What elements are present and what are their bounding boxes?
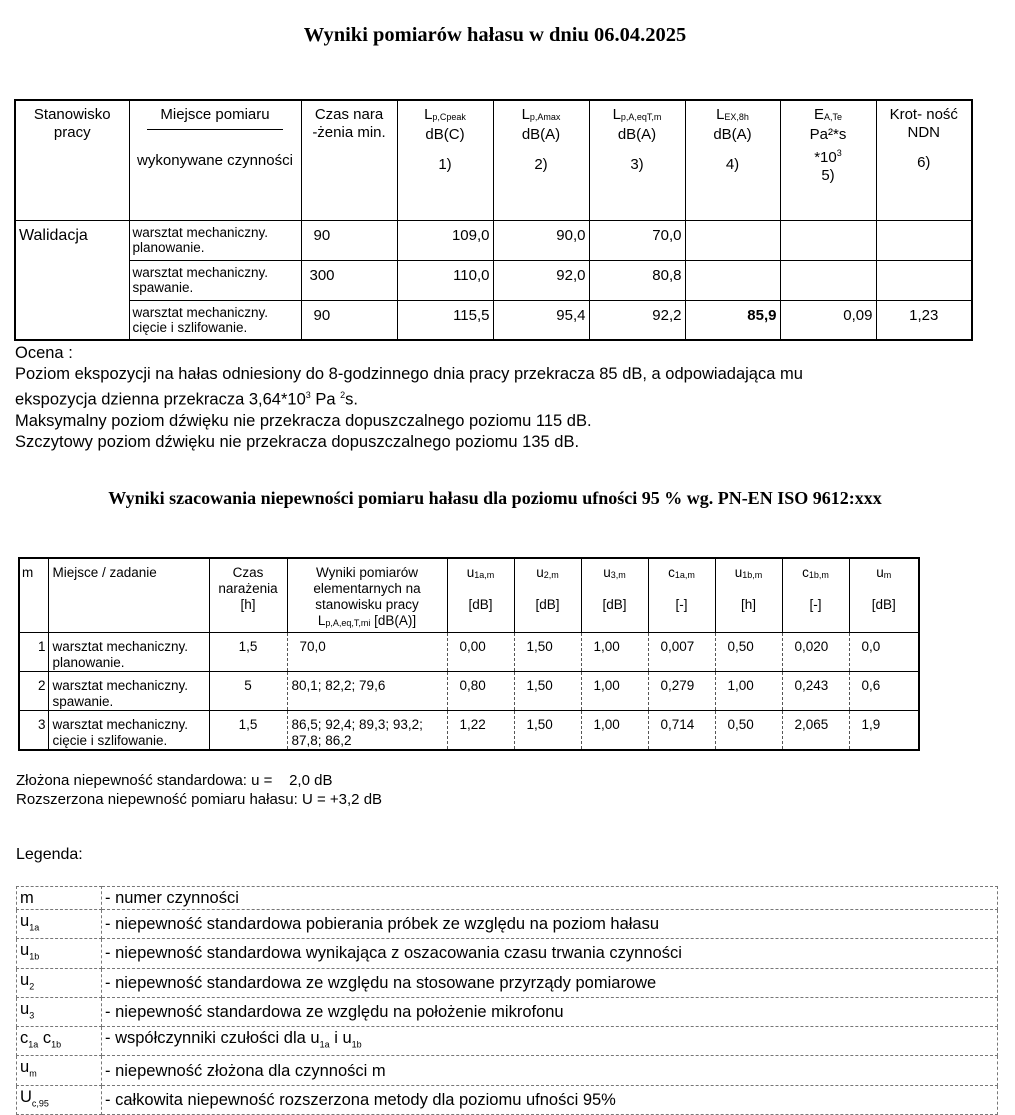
c1a-cell: 0,007 (648, 632, 715, 671)
m-cell: 2 (19, 671, 48, 710)
header-c1a (648, 558, 715, 632)
place-cell: warsztat mechaniczny. cięcie i szlifowanie. (129, 300, 301, 340)
czas-cell: 1,5 (209, 710, 287, 750)
header-u1a (447, 558, 514, 632)
header-um (849, 558, 919, 632)
um-cell: 1,9 (849, 710, 919, 750)
c1a-cell: 0,714 (648, 710, 715, 750)
header-divider (147, 129, 283, 130)
legend-description-sub: 1a (319, 1039, 330, 1050)
header-lex (685, 100, 780, 220)
header-lcpeak-sub: p,Cpeak (432, 112, 466, 122)
legend-symbol (17, 968, 102, 997)
u3-cell: 1,00 (581, 710, 648, 750)
legend-description-text-2: i u (329, 1029, 352, 1048)
header-miejsce-zadanie: Miejsce / zadanie (48, 558, 209, 632)
legend-description: - niepewność standardowa ze względu na położenie mikrofonu (102, 997, 998, 1026)
header-ea (780, 100, 876, 220)
ea-cell (780, 260, 876, 300)
legend-row (17, 997, 998, 1026)
u1a-cell: 0,00 (447, 632, 514, 671)
header-ea-sub: A,Te (824, 112, 843, 122)
legend-row (17, 968, 998, 997)
header-c1a-symbol: c (668, 565, 675, 580)
header-wyniki (287, 558, 447, 632)
legend-symbol-main: U (20, 1087, 32, 1106)
place-cell: warsztat mechaniczny. planowanie. (129, 220, 301, 260)
uncertainty-table (18, 557, 920, 751)
uncertainty-summary (16, 771, 382, 809)
header-wyniki-sub: p,A,eq,T,mi (325, 618, 371, 628)
legend-symbol (17, 910, 102, 939)
header-um-sub: m (883, 570, 892, 580)
u2-cell: 1,50 (514, 632, 581, 671)
u1a-cell: 1,22 (447, 710, 514, 750)
header-laeq-sub: p,A,eqT,m (620, 112, 662, 122)
header-c1a-sub: 1a,m (674, 570, 695, 580)
header-lex-unit: dB(A) (713, 126, 752, 143)
u1b-cell: 0,50 (715, 710, 782, 750)
header-lcpeak-symbol: L (424, 106, 433, 123)
header-c1b-sub: 1b,m (808, 570, 829, 580)
laeq-cell: 80,8 (589, 260, 685, 300)
header-czynnosci-label: wykonywane czynności (137, 152, 293, 169)
header-u1a-symbol: u (466, 565, 475, 580)
lex-value: 85,9 (685, 300, 780, 340)
legend-symbol-sub: 1a (28, 1039, 39, 1050)
header-c1b-symbol: c (802, 565, 809, 580)
legend-table (16, 886, 998, 1115)
header-lamax-number: 2) (534, 156, 548, 173)
header-u1b-sub: 1b,m (742, 570, 763, 580)
header-u1a-sub: 1a,m (474, 570, 495, 580)
assessment-exponent: 3 (305, 390, 311, 400)
page-title: Wyniki pomiarów hałasu w dniu 06.04.2025 (303, 24, 687, 46)
header-ea-unit: Pa²*s (809, 126, 847, 143)
table-header-row (15, 100, 972, 220)
u2-cell: 1,50 (514, 710, 581, 750)
c1b-cell: 0,243 (782, 671, 849, 710)
legend-symbol (17, 1027, 102, 1056)
legend-symbol-sub: c,95 (31, 1098, 49, 1109)
c1b-cell: 2,065 (782, 710, 849, 750)
legend-description: - numer czynności (102, 887, 998, 910)
header-u1b-symbol: u (734, 565, 743, 580)
m-cell: 3 (19, 710, 48, 750)
legend-symbol-second: c (38, 1029, 52, 1048)
u2-cell: 1,50 (514, 671, 581, 710)
table-row (19, 710, 919, 750)
legend-row (17, 910, 998, 939)
place-cell: warsztat mechaniczny. cięcie i szlifowanie. (48, 710, 209, 750)
czas-cell: 90 (301, 220, 397, 260)
header-m: m (19, 558, 48, 632)
header-czas-unit: [h] (240, 597, 256, 612)
u3-cell: 1,00 (581, 671, 648, 710)
uncertainty-table-body (19, 632, 919, 750)
ea-cell (780, 220, 876, 260)
header-miejsce-label: Miejsce pomiaru (160, 106, 270, 123)
header-lamax (493, 100, 589, 220)
legend-title: Legenda: (16, 846, 83, 863)
laeq-cell: 70,0 (589, 220, 685, 260)
header-lcpeak-number: 1) (438, 156, 452, 173)
combined-uncertainty: Złożona niepewność standardowa: u = 2,0 dB (16, 772, 333, 789)
header-laeq (589, 100, 685, 220)
legend-symbol (17, 939, 102, 968)
u3-cell: 1,00 (581, 632, 648, 671)
legend-symbol-main: u (20, 999, 30, 1018)
czas-cell: 5 (209, 671, 287, 710)
legend-description-sub-2: 1b (351, 1039, 362, 1050)
uncertainty-title: Wyniki szacowania niepewności pomiaru hałasu dla poziomu ufności 95 % wg. PN-EN ISO 9612:xxx (108, 488, 882, 508)
header-lamax-symbol: L (521, 106, 530, 123)
u1a-cell: 0,80 (447, 671, 514, 710)
legend-description (102, 1027, 998, 1056)
stanowisko-cell: Walidacja (15, 220, 129, 340)
um-cell: 0,6 (849, 671, 919, 710)
place-cell: warsztat mechaniczny. spawanie. (129, 260, 301, 300)
ea-value: 0,09 (780, 300, 876, 340)
header-c1a-unit: [-] (675, 597, 688, 612)
table-row (19, 632, 919, 671)
c1b-cell: 0,020 (782, 632, 849, 671)
u1b-cell: 1,00 (715, 671, 782, 710)
header-u3-sub: 3,m (610, 570, 626, 580)
header-czas-label: Czas narażenia (218, 565, 278, 596)
header-um-unit: [dB] (871, 597, 896, 612)
legend-symbol-sub: 1b (29, 951, 40, 962)
legend-row (17, 887, 998, 910)
m-cell: 1 (19, 632, 48, 671)
legend-row (17, 939, 998, 968)
header-ea-number: 5) (821, 167, 835, 184)
c1a-cell: 0,279 (648, 671, 715, 710)
header-wyniki-label: Wyniki pomiarów elementarnych na stanowisku pracy (313, 565, 421, 612)
wyniki-cell: 86,5; 92,4; 89,3; 93,2; 87,8; 86,2 (287, 710, 447, 750)
cpeak-cell: 115,5 (397, 300, 493, 340)
laeq-cell: 92,2 (589, 300, 685, 340)
header-lcpeak (397, 100, 493, 220)
header-c1b (782, 558, 849, 632)
header-laeq-number: 3) (630, 156, 644, 173)
header-laeq-unit: dB(A) (617, 126, 657, 143)
header-krotnosc (876, 100, 972, 220)
assessment-line-2-text: ekspozycja dzienna przekracza 3,64*10 (15, 390, 306, 409)
assessment-unit: Pa (310, 390, 341, 409)
czas-cell: 300 (301, 260, 397, 300)
legend-symbol-sub: 1a (29, 922, 40, 933)
header-lamax-sub: p,Amax (529, 112, 561, 122)
amax-cell: 90,0 (493, 220, 589, 260)
legend-symbol-main: u (20, 912, 30, 930)
assessment-line-3: Maksymalny poziom dźwięku nie przekracza dopuszczalnego poziomu 115 dB. (15, 411, 592, 430)
legend-symbol (17, 887, 102, 910)
legend-description-text: - współczynniki czułości dla u (105, 1029, 320, 1048)
table-row (19, 671, 919, 710)
expanded-uncertainty: Rozszerzona niepewność pomiaru hałasu: U = +3,2 dB (16, 791, 383, 808)
legend-symbol (17, 1056, 102, 1085)
legend-description: - niepewność złożona dla czynności m (102, 1056, 998, 1085)
header-um-symbol: u (876, 565, 884, 580)
header-miejsce (129, 100, 301, 220)
lex-cell (685, 220, 780, 260)
header-lcpeak-unit: dB(C) (425, 126, 465, 143)
header-u2-unit: [dB] (535, 597, 560, 612)
assessment-line-1: Poziom ekspozycji na hałas odniesiony do 8-godzinnego dnia pracy przekracza 85 dB, a odpowiadająca mu (15, 365, 803, 383)
wyniki-cell: 70,0 (287, 632, 447, 671)
assessment-section (15, 343, 975, 453)
lex-cell (685, 260, 780, 300)
table-row (15, 260, 972, 300)
header-u2 (514, 558, 581, 632)
place-cell: warsztat mechaniczny. planowanie. (48, 632, 209, 671)
assessment-label: Ocena : (15, 344, 73, 362)
amax-cell: 92,0 (493, 260, 589, 300)
um-cell: 0,0 (849, 632, 919, 671)
header-u3 (581, 558, 648, 632)
place-cell: warsztat mechaniczny. spawanie. (48, 671, 209, 710)
legend-description: - niepewność standardowa pobierania próbek ze względu na poziom hałasu (102, 910, 998, 939)
legend-symbol-main: u (20, 1058, 30, 1077)
krotnosc-cell (876, 260, 972, 300)
legend-symbol-second-sub: 1b (51, 1039, 62, 1050)
header-u3-unit: [dB] (602, 597, 627, 612)
table-row (15, 220, 972, 260)
legend-symbol-sub: 3 (29, 1010, 35, 1021)
header-u3-symbol: u (603, 565, 611, 580)
czas-cell: 90 (301, 300, 397, 340)
table-row (15, 300, 972, 340)
legend-description: - niepewność standardowa ze względu na stosowane przyrządy pomiarowe (102, 968, 998, 997)
header-u1b (715, 558, 782, 632)
u1b-cell: 0,50 (715, 632, 782, 671)
legend-symbol (17, 997, 102, 1026)
legend-symbol-main: u (20, 941, 30, 960)
legend-symbol-main: u (20, 970, 30, 989)
header-ea-exponent: 3 (836, 148, 842, 158)
legend-row (17, 1027, 998, 1056)
legend-symbol-main: c (20, 1029, 29, 1048)
assessment-line-4: Szczytowy poziom dźwięku nie przekracza dopuszczalnego poziomu 135 dB. (15, 432, 580, 451)
header-czas: Czas nara -żenia min. (301, 100, 397, 220)
header-lamax-unit: dB(A) (521, 126, 561, 143)
wyniki-cell: 80,1; 82,2; 79,6 (287, 671, 447, 710)
header-u2-symbol: u (536, 565, 544, 580)
legend-description: - całkowita niepewność rozszerzona metody dla poziomu ufności 95% (102, 1085, 998, 1114)
legend-symbol-sub: 2 (29, 980, 35, 991)
legend-symbol-main: m (20, 889, 34, 907)
legend-description: - niepewność standardowa wynikająca z oszacowania czasu trwania czynności (102, 939, 998, 968)
assessment-line-2 (15, 385, 975, 411)
header-laeq-symbol: L (612, 106, 621, 123)
header-wyniki-symbol: L (317, 613, 326, 628)
legend-row (17, 1056, 998, 1085)
header-czas-narazenia (209, 558, 287, 632)
header-u1b-unit: [h] (740, 597, 756, 612)
assessment-unit-exponent: 2 (340, 390, 346, 400)
header-wyniki-unit: [dB(A)] (370, 613, 417, 628)
header-lex-sub: EX,8h (724, 112, 749, 122)
header-krotnosc-number: 6) (917, 154, 931, 171)
header-lex-symbol: L (716, 106, 725, 123)
table-header-row (19, 558, 919, 632)
legend-symbol-sub: m (29, 1068, 37, 1079)
krotnosc-cell (876, 220, 972, 260)
noise-results-table (14, 99, 973, 341)
header-lex-number: 4) (725, 156, 740, 173)
assessment-unit-end: s. (345, 390, 358, 409)
header-ea-multiplier: *10 (814, 149, 837, 166)
cpeak-cell: 110,0 (397, 260, 493, 300)
header-krotnosc-label: Krot- ność NDN (889, 106, 958, 141)
krotnosc-value: 1,23 (876, 300, 972, 340)
header-c1b-unit: [-] (809, 597, 822, 612)
header-stanowisko: Stanowisko pracy (15, 100, 129, 220)
header-u2-sub: 2,m (543, 570, 559, 580)
header-ea-symbol: E (813, 106, 824, 123)
amax-cell: 95,4 (493, 300, 589, 340)
header-u1a-unit: [dB] (468, 597, 493, 612)
czas-cell: 1,5 (209, 632, 287, 671)
cpeak-cell: 109,0 (397, 220, 493, 260)
